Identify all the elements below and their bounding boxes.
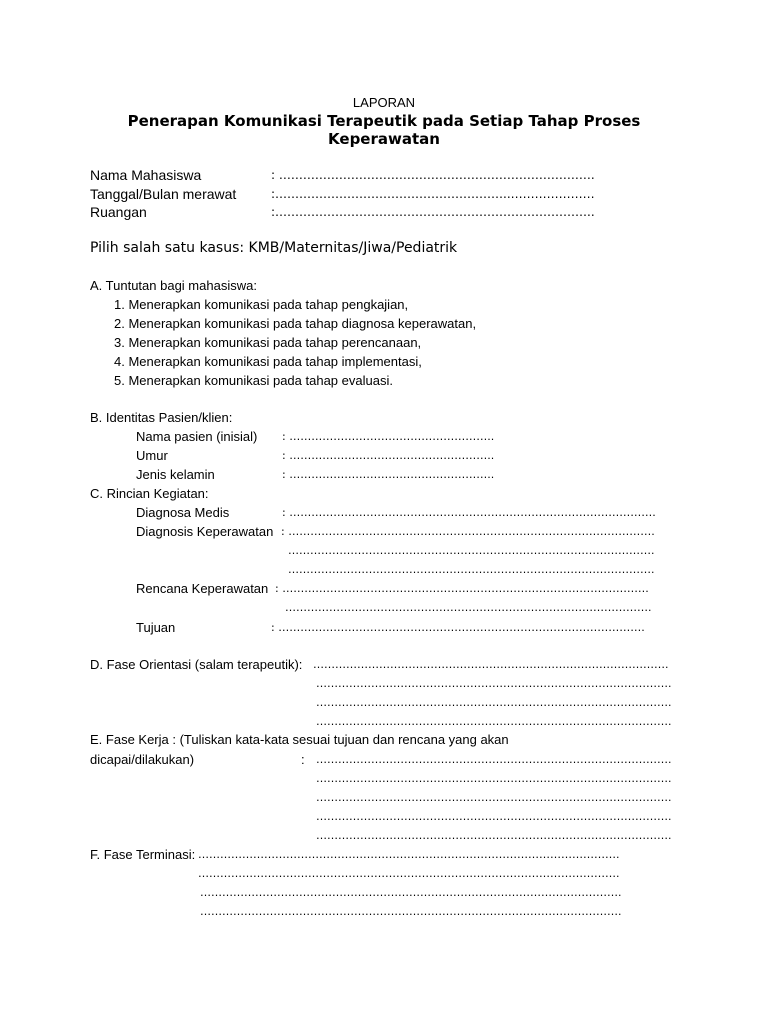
patient-name-label: Nama pasien (inisial) <box>136 429 258 444</box>
work-phase-line[interactable]: ……………………………………………………………………………………. <box>316 810 672 823</box>
list-item: 2. Menerapkan komunikasi pada tahap diagnosa keperawatan, <box>114 316 477 331</box>
patient-age-label: Umur <box>136 448 168 463</box>
work-phase-line[interactable]: ……………………………………………………………………………………. <box>316 772 672 785</box>
patient-name-field[interactable]: : ……………………………………………….. <box>282 430 495 443</box>
section-e-heading: E. Fase Kerja : (Tuliskan kata-kata sesuai tujuan dan rencana yang akan <box>90 732 509 747</box>
medical-diagnosis-label: Diagnosa Medis <box>136 505 230 520</box>
goal-label: Tujuan <box>136 620 176 635</box>
work-phase-line[interactable]: ……………………………………………………………………………………. <box>316 829 672 842</box>
nursing-plan-label: Rencana Keperawatan <box>136 581 269 596</box>
report-title-line2: Keperawatan <box>328 130 440 148</box>
list-item: 1. Menerapkan komunikasi pada tahap pengkajian, <box>114 297 409 312</box>
section-d-heading: D. Fase Orientasi (salam terapeutik): <box>90 657 303 672</box>
section-e-heading-cont: dicapai/dilakukan) <box>90 752 195 767</box>
student-room-label: Ruangan <box>90 204 147 220</box>
nursing-diagnosis-line[interactable]: ………………………………………………………………………………………. <box>288 563 655 576</box>
list-item: 5. Menerapkan komunikasi pada tahap evaluasi. <box>114 373 393 388</box>
patient-sex-field[interactable]: : ……………………………………………….. <box>282 468 495 481</box>
section-e-colon: : <box>301 752 305 767</box>
nursing-diagnosis-line[interactable]: ………………………………………………………………………………………. <box>288 544 655 557</box>
student-name-field[interactable]: : ……………………………………………………………………. <box>271 168 595 182</box>
nursing-plan-field[interactable]: : ………………………………………………………………………………………. <box>275 582 649 595</box>
student-date-field[interactable]: :…………………………………………………..………………… <box>271 187 595 201</box>
patient-age-field[interactable]: : ……………………………………………….. <box>282 449 495 462</box>
nursing-diagnosis-label: Diagnosis Keperawatan <box>136 524 274 539</box>
termination-line[interactable]: ……………………………………………………………………………………………………. <box>200 886 622 899</box>
student-name-label: Nama Mahasiswa <box>90 167 202 183</box>
patient-sex-label: Jenis kelamin <box>136 467 215 482</box>
termination-line[interactable]: ……………………………………………………………………………………………………. <box>198 867 620 880</box>
termination-line[interactable]: ……………………………………………………………………………………………………. <box>200 905 622 918</box>
orientation-line[interactable]: ……………………………………………………………………………………. <box>316 677 672 690</box>
case-choice: Pilih salah satu kasus: KMB/Maternitas/Jiwa/Pediatrik <box>90 240 458 256</box>
work-phase-line[interactable]: ……………………………………………………………………………………. <box>316 791 672 804</box>
goal-field[interactable]: : ………………………………………………………………………………………. <box>271 621 645 634</box>
medical-diagnosis-field[interactable]: : ………………………………………………………………………………………. <box>282 506 656 519</box>
work-phase-line[interactable]: ……………………………………………………………………………………. <box>316 753 672 766</box>
orientation-line[interactable]: ……………………………………………………………………………………. <box>313 658 669 671</box>
student-date-label: Tanggal/Bulan merawat <box>90 186 237 202</box>
section-a-heading: A. Tuntutan bagi mahasiswa: <box>90 278 257 293</box>
nursing-diagnosis-field[interactable]: : ………………………………………………………………………………………. <box>281 525 655 538</box>
section-c-heading: C. Rincian Kegiatan: <box>90 486 209 501</box>
orientation-line[interactable]: ……………………………………………………………………………………. <box>316 715 672 728</box>
termination-line[interactable]: ……………………………………………………………………………………………………. <box>198 848 620 861</box>
nursing-plan-line[interactable]: ………………………………………………………………………………………. <box>285 601 652 614</box>
list-item: 3. Menerapkan komunikasi pada tahap perencanaan, <box>114 335 422 350</box>
report-kicker: LAPORAN <box>352 95 416 110</box>
section-f-heading: F. Fase Terminasi: <box>90 847 196 862</box>
section-b-heading: B. Identitas Pasien/klien: <box>90 410 233 425</box>
student-room-field[interactable]: :…………………………………………………………………….. <box>271 205 595 219</box>
report-title-line1: Penerapan Komunikasi Terapeutik pada Setiap Tahap Proses <box>127 112 641 130</box>
orientation-line[interactable]: ……………………………………………………………………………………. <box>316 696 672 709</box>
list-item: 4. Menerapkan komunikasi pada tahap implementasi, <box>114 354 422 369</box>
